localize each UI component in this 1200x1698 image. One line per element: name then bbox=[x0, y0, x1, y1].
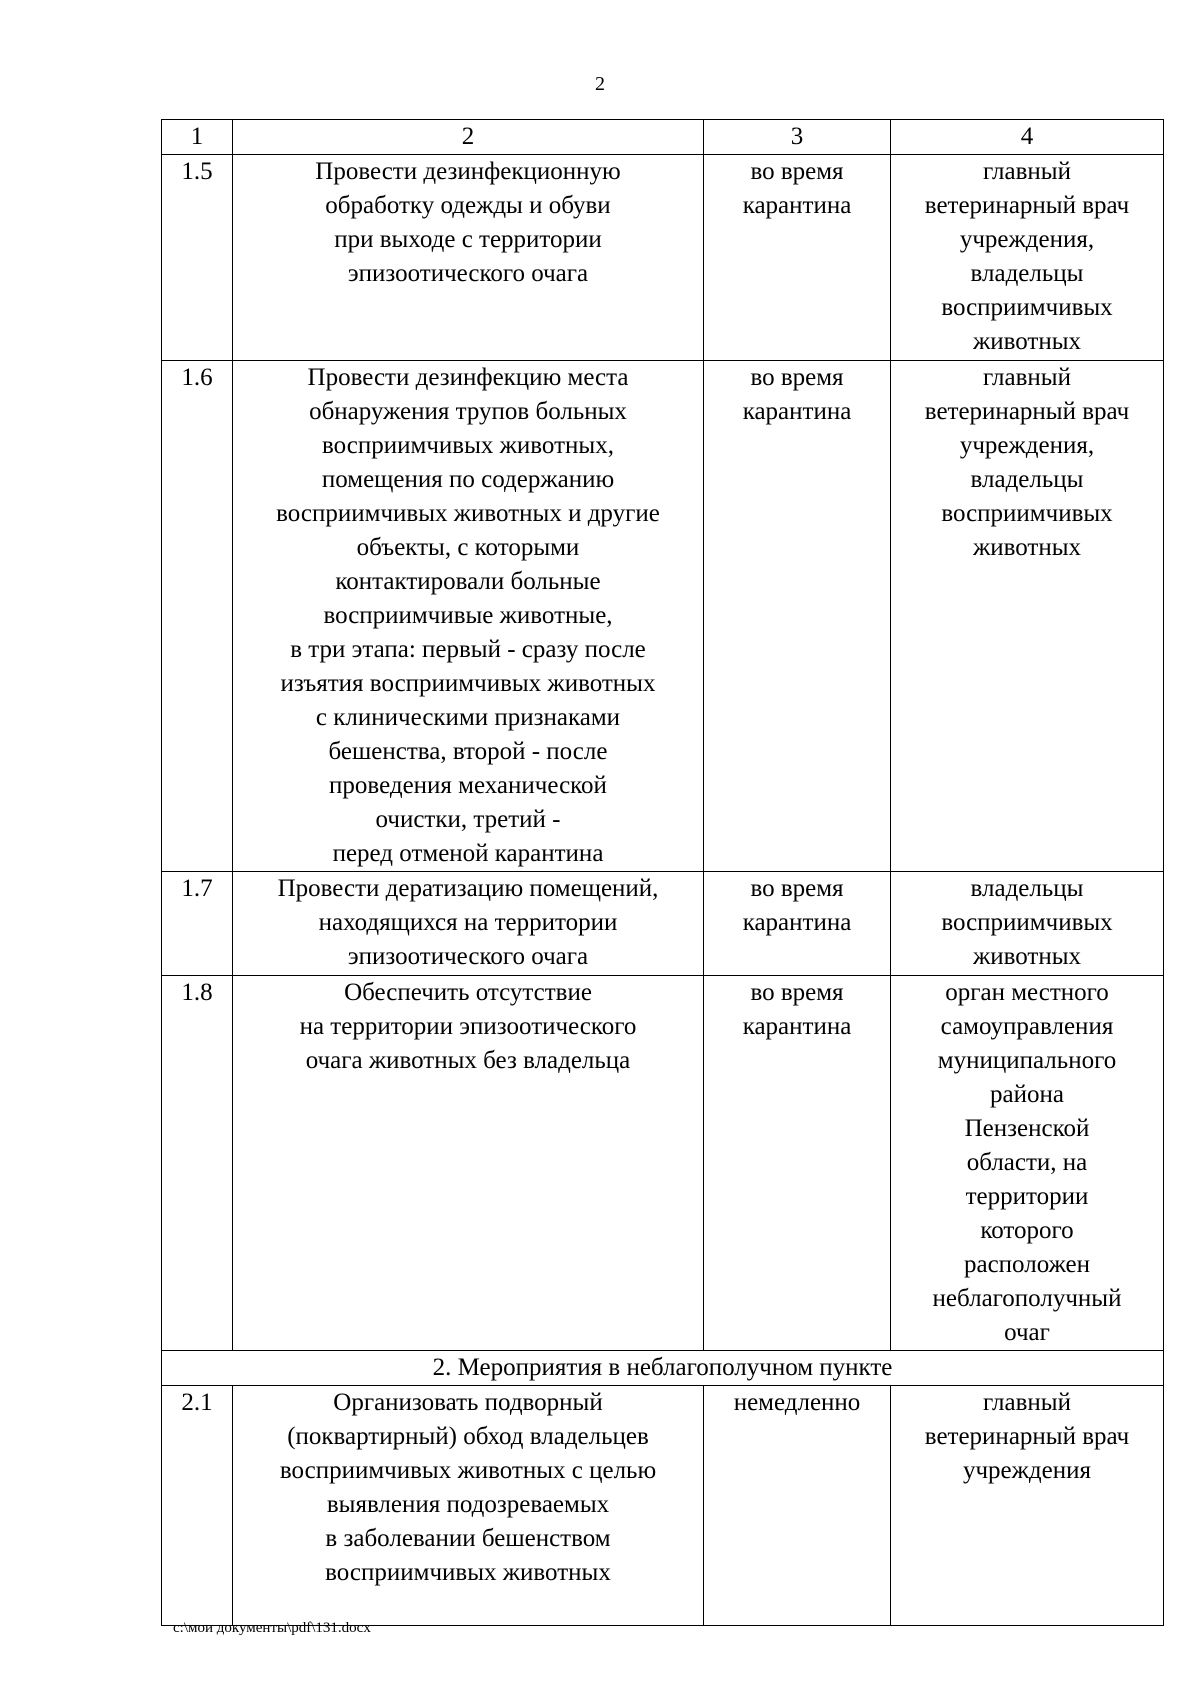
table-row bbox=[162, 976, 1164, 1351]
section-title: 2. Мероприятия в неблагополучном пункте bbox=[162, 1351, 1164, 1386]
column-header-term: 3 bbox=[704, 120, 891, 155]
table-row bbox=[162, 361, 1164, 872]
action-cell: Провести дезинфекцию места обнаружения трупов больных восприимчивых животных, помещения по содержанию восприимчивых животных и другие объекты, с которыми контактировали больные восприимчивые животные, в три этапа: первый - сразу после изъятия восприимчивых животных с клиническими признаками бешенства, второй - после проведения механической очистки, третий - перед отменой карантина bbox=[233, 361, 704, 872]
term-cell: во время карантина bbox=[704, 155, 891, 361]
action-cell: Организовать подворный (поквартирный) обход владельцев восприимчивых животных с целью выявления подозреваемых в заболевании бешенством восприимчивых животных bbox=[233, 1386, 704, 1626]
section-header-row bbox=[162, 1351, 1164, 1386]
row-number-cell: 1.8 bbox=[162, 976, 233, 1351]
measures-table bbox=[161, 119, 1164, 1626]
responsible-cell: главный ветеринарный врач учреждения, владельцы восприимчивых животных bbox=[891, 361, 1164, 872]
row-number-cell: 1.7 bbox=[162, 872, 233, 976]
responsible-cell: владельцы восприимчивых животных bbox=[891, 872, 1164, 976]
responsible-cell: главный ветеринарный врач учреждения bbox=[891, 1386, 1164, 1626]
responsible-cell: орган местного самоуправления муниципального района Пензенской области, на территории которого расположен неблагополучный очаг bbox=[891, 976, 1164, 1351]
column-header-responsible: 4 bbox=[891, 120, 1164, 155]
action-cell: Провести дезинфекционную обработку одежды и обуви при выходе с территории эпизоотического очага bbox=[233, 155, 704, 361]
footer-file-path: c:\мои документы\pdf\131.docx bbox=[173, 1620, 371, 1636]
row-number-cell: 1.5 bbox=[162, 155, 233, 361]
term-cell: немедленно bbox=[704, 1386, 891, 1626]
table-row bbox=[162, 1386, 1164, 1626]
page-number: 2 bbox=[595, 73, 605, 95]
action-cell: Провести дератизацию помещений, находящихся на территории эпизоотического очага bbox=[233, 872, 704, 976]
column-header-number: 1 bbox=[162, 120, 233, 155]
term-cell: во время карантина bbox=[704, 872, 891, 976]
table-row bbox=[162, 872, 1164, 976]
row-number-cell: 2.1 bbox=[162, 1386, 233, 1626]
responsible-cell: главный ветеринарный врач учреждения, владельцы восприимчивых животных bbox=[891, 155, 1164, 361]
column-header-action: 2 bbox=[233, 120, 704, 155]
term-cell: во время карантина bbox=[704, 361, 891, 872]
term-cell: во время карантина bbox=[704, 976, 891, 1351]
table-row bbox=[162, 155, 1164, 361]
table-header-row bbox=[162, 120, 1164, 155]
row-number-cell: 1.6 bbox=[162, 361, 233, 872]
action-cell: Обеспечить отсутствие на территории эпизоотического очага животных без владельца bbox=[233, 976, 704, 1351]
